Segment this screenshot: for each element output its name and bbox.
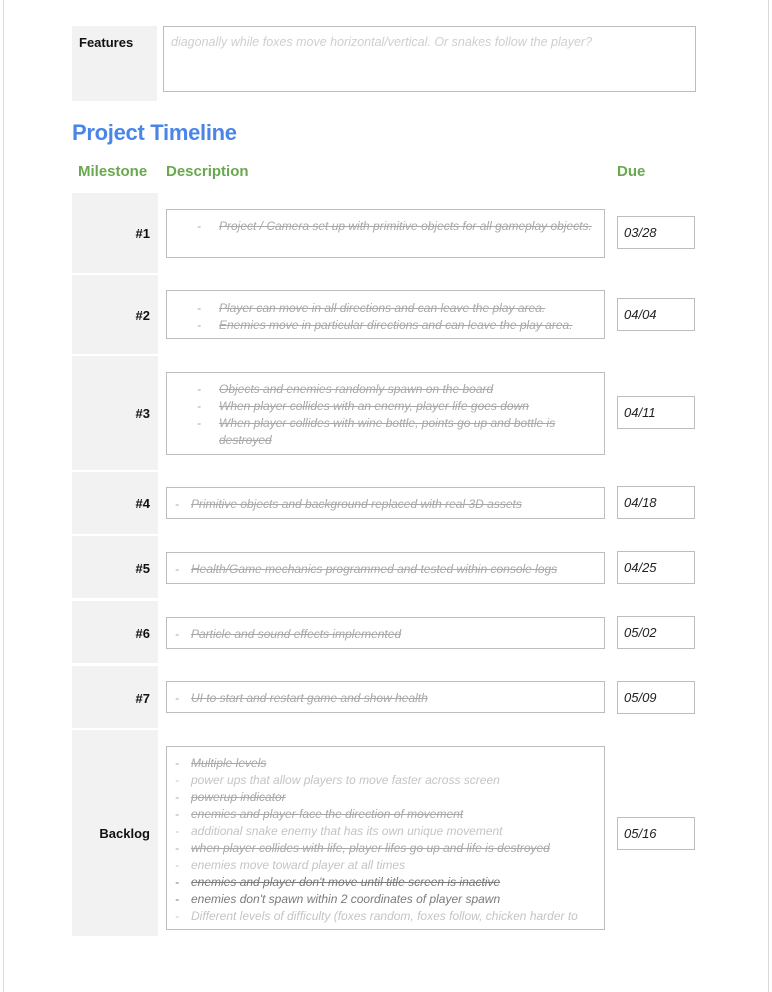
page-edge-left (3, 0, 4, 992)
milestone-label: #2 (135, 308, 150, 323)
description-list (197, 300, 604, 334)
due-date-field[interactable]: 05/16 (617, 817, 695, 850)
task-item: - Particle and sound effects implemented (175, 627, 402, 641)
due-date-field[interactable]: 04/11 (617, 396, 695, 429)
backlog-item: - additional snake enemy that has its own unique movement (175, 824, 503, 838)
due-date-field[interactable]: 04/04 (617, 298, 695, 331)
description-box[interactable] (166, 617, 605, 649)
backlog-item: - enemies and player don't move until title screen is inactive (175, 875, 501, 889)
description-box[interactable] (166, 487, 605, 519)
task-item: - Enemies move in particular directions and can leave the play area. (197, 318, 573, 332)
task-item: - Health/Game mechanics programmed and tested within console logs (175, 562, 558, 576)
description-list (175, 690, 604, 707)
task-item: - Project / Camera set up with primitive objects for all gameplay objects. (197, 219, 592, 233)
backlog-item: - enemies don't spawn within 2 coordinates of player spawn (175, 892, 501, 906)
description-list (197, 218, 604, 235)
due-date-field[interactable]: 04/25 (617, 551, 695, 584)
backlog-item: - powerup indicator (175, 790, 286, 804)
features-label: Features (79, 35, 134, 50)
description-list (175, 496, 604, 513)
due-date-field[interactable]: 04/18 (617, 486, 695, 519)
description-header: Description (166, 163, 249, 180)
backlog-item: - enemies and player face the direction of movement (175, 807, 464, 821)
features-text: diagonally while foxes move horizontal/vertical. Or snakes follow the player? (171, 35, 593, 49)
milestone-label: #3 (135, 406, 150, 421)
due-date-field[interactable]: 05/09 (617, 681, 695, 714)
description-box[interactable] (166, 681, 605, 713)
task-item: - When player collides with an enemy, player life goes down (197, 399, 529, 413)
backlog-item: - power ups that allow players to move faster across screen (175, 773, 500, 787)
page-title: Project Timeline (72, 120, 237, 145)
milestone-label: #6 (135, 626, 150, 641)
description-list (197, 381, 596, 449)
description-box[interactable] (166, 372, 605, 455)
description-list (175, 755, 598, 925)
due-header: Due (617, 163, 646, 180)
milestone-label: #4 (135, 496, 150, 511)
milestone-header: Milestone (78, 163, 148, 180)
milestone-label: #1 (135, 226, 150, 241)
task-item: - Objects and enemies randomly spawn on the board (197, 382, 494, 396)
task-item: - Player can move in all directions and can leave the play area. (197, 301, 546, 315)
milestone-label: Backlog (99, 826, 150, 841)
backlog-item: - enemies move toward player at all times (175, 858, 406, 872)
due-date-field[interactable]: 03/28 (617, 216, 695, 249)
description-box[interactable] (166, 209, 605, 258)
description-box[interactable] (166, 552, 605, 584)
milestone-label: #7 (135, 691, 150, 706)
description-box[interactable] (166, 746, 605, 930)
task-item: - When player collides with wine bottle, points go up and bottle is destroyed (197, 416, 556, 447)
task-item: - Primitive objects and background replaced with real 3D assets (175, 497, 522, 511)
backlog-item: - Multiple levels (175, 756, 267, 770)
description-list (175, 561, 604, 578)
milestone-label: #5 (135, 561, 150, 576)
due-date-field[interactable]: 05/02 (617, 616, 695, 649)
description-box[interactable] (166, 290, 605, 339)
task-item: - UI to start and restart game and show health (175, 691, 428, 705)
backlog-item: - Different levels of difficulty (foxes random, foxes follow, chicken harder to (175, 909, 578, 923)
description-list (175, 626, 604, 643)
page-edge-right (768, 0, 769, 992)
backlog-item: - when player collides with life, player lifes go up and life is destroyed (175, 841, 550, 855)
